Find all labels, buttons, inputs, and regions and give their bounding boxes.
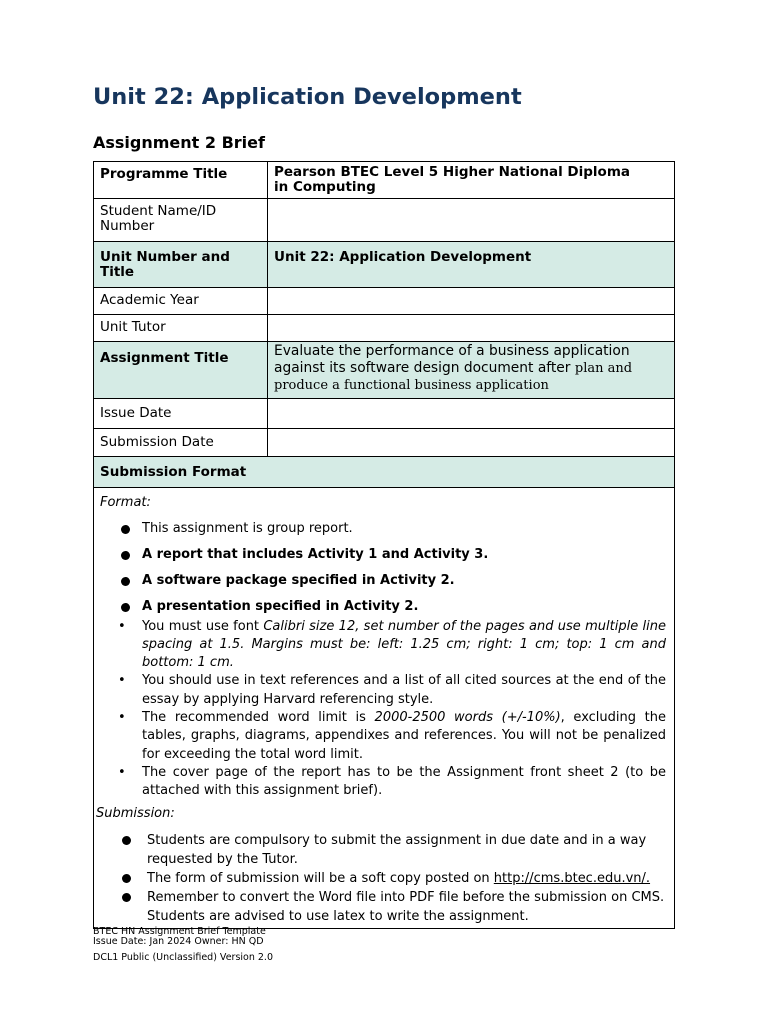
programme-title-line-2: in Computing bbox=[274, 179, 376, 195]
unit-number-value: Unit 22: Application Development bbox=[268, 242, 675, 288]
format-dot-item: This assignment is group report. bbox=[142, 521, 666, 537]
assignment-brief-heading: Assignment 2 Brief bbox=[93, 133, 265, 152]
brief-table bbox=[93, 161, 675, 929]
format-dot-item: A report that includes Activity 1 and Activity 3. bbox=[142, 547, 666, 563]
format-bullet-references: • You should use in text references and a list of all cited sources at the end of the essay by applying Harvard referencing style. bbox=[142, 672, 666, 709]
unit-tutor-value bbox=[268, 315, 675, 342]
unit-number-label: Unit Number and Title bbox=[94, 242, 268, 288]
submission-format-content bbox=[94, 487, 675, 929]
footer-issue-date: Issue Date: Jan 2024 Owner: HN QD bbox=[93, 936, 264, 947]
format-dot-item: A presentation specified in Activity 2. bbox=[142, 599, 666, 615]
submission-list bbox=[94, 831, 674, 926]
programme-title-value bbox=[268, 162, 675, 199]
submission-label: Submission: bbox=[96, 806, 175, 822]
submission-date-value bbox=[268, 428, 675, 456]
unit-tutor-label: Unit Tutor bbox=[94, 315, 268, 342]
format-label: Format: bbox=[100, 494, 151, 510]
academic-year-value bbox=[268, 288, 675, 315]
assignment-title-label: Assignment Title bbox=[94, 342, 268, 399]
submission-item-pdf: Remember to convert the Word file into PDF file before the submission on CMS. Students are advised to use latex to write the assignment. bbox=[147, 890, 665, 925]
submission-date-label: Submission Date bbox=[94, 428, 268, 456]
format-bullet-word-limit: • The recommended word limit is 2000-2500 words (+/-10%), excluding the tables, graphs, diagrams, appendixes and references. You will not be penalized for exceeding the total word limit. bbox=[142, 709, 666, 764]
format-dot-list bbox=[94, 521, 674, 615]
student-name-value bbox=[268, 199, 675, 242]
page-title: Unit 22: Application Development bbox=[93, 84, 522, 110]
cms-link[interactable]: http://cms.btec.edu.vn/. bbox=[493, 871, 651, 887]
submission-format-heading: Submission Format bbox=[94, 456, 675, 487]
student-name-label: Student Name/ID Number bbox=[94, 199, 268, 242]
format-dot-item: A software package specified in Activity 2. bbox=[142, 573, 666, 589]
programme-title-label: Programme Title bbox=[94, 162, 268, 199]
submission-item-due-date: Students are compulsory to submit the assignment in due date and in a way requested by the Tutor. bbox=[147, 831, 666, 869]
assignment-title-text-serif: plan and produce a functional business application bbox=[274, 360, 633, 393]
assignment-title-text: Evaluate the performance of a business application against its software design document after bbox=[274, 343, 630, 376]
assignment-title-value bbox=[268, 342, 675, 399]
academic-year-label: Academic Year bbox=[94, 288, 268, 315]
footer-template: BTEC HN Assignment Brief Template bbox=[93, 926, 266, 937]
submission-item-soft-copy: The form of submission will be a soft copy posted on http://cms.btec.edu.vn/. bbox=[147, 869, 666, 888]
footer-classification: DCL1 Public (Unclassified) Version 2.0 bbox=[93, 952, 273, 963]
format-bullet-cover-page: • The cover page of the report has to be the Assignment front sheet 2 (to be attached with this assignment brief). bbox=[142, 764, 666, 801]
issue-date-value bbox=[268, 398, 675, 428]
format-bullet-font: • You must use font Calibri size 12, set number of the pages and use multiple line spacing at 1.5. Margins must be: left: 1.25 cm; right: 1 cm; top: 1 cm and bottom: 1 cm. bbox=[142, 618, 666, 673]
programme-title-line-1: Pearson BTEC Level 5 Higher National Diploma bbox=[274, 164, 631, 180]
format-bullet-list bbox=[94, 618, 674, 801]
issue-date-label: Issue Date bbox=[94, 398, 268, 428]
